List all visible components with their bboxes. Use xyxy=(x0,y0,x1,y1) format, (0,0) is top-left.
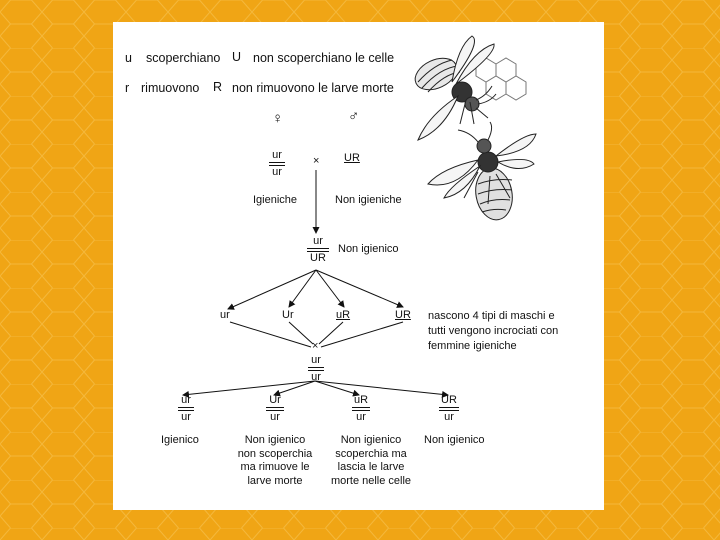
offspring-1-top: ur xyxy=(181,394,191,406)
legend-r-symbol: r xyxy=(125,81,130,95)
offspring-3-bottom: ur xyxy=(356,411,366,423)
f1-genotype-bottom: UR xyxy=(310,252,326,264)
offspring-4-top: UR xyxy=(441,394,457,406)
offspring-genotype-3 xyxy=(352,395,370,423)
female-genotype-top: ur xyxy=(272,149,282,161)
female-symbol: ♀ xyxy=(272,110,284,127)
male-symbol: ♂ xyxy=(348,108,360,125)
offspring-genotype-1 xyxy=(178,395,194,423)
offspring-3-line-4: morte nelle celle xyxy=(330,474,412,487)
backcross-top: ur xyxy=(311,354,321,366)
f1-genotype xyxy=(307,236,329,264)
male-genotype-2: Ur xyxy=(282,309,294,321)
male-genotype-3: uR xyxy=(336,309,351,321)
legend-U-symbol: U xyxy=(232,50,242,64)
backcross-female-genotype xyxy=(308,355,324,383)
legend-u-text: scoperchiano xyxy=(146,51,221,65)
note-line-2: tutti vengono incrociati con xyxy=(428,325,559,337)
offspring-genotype-2 xyxy=(266,395,284,423)
backcross-bottom: ur xyxy=(311,371,321,383)
offspring-3-line-1: Non igienico xyxy=(340,434,402,446)
offspring-3-top: uR xyxy=(353,394,369,406)
female-label: Igieniche xyxy=(253,194,298,206)
f1-genotype-top: ur xyxy=(313,235,323,247)
offspring-3-line-2: scoperchia ma xyxy=(335,447,407,460)
offspring-2-bottom: ur xyxy=(270,411,280,423)
note-line-1: nascono 4 tipi di maschi e xyxy=(428,310,555,322)
offspring-1-label: Igienico xyxy=(161,434,199,446)
offspring-2-line-2: non scoperchia xyxy=(237,447,313,460)
parents-cross-symbol: × xyxy=(313,155,320,167)
legend-R-text: non rimuovono le larve morte xyxy=(232,81,394,95)
male-genotype-1: ur xyxy=(220,309,230,321)
legend-r-text: rimuovono xyxy=(141,81,200,95)
offspring-4-bottom: ur xyxy=(444,411,454,423)
male-genotype: UR xyxy=(344,152,360,164)
f1-label: Non igienico xyxy=(338,243,399,255)
offspring-2-description xyxy=(215,434,335,488)
offspring-1-bottom: ur xyxy=(181,411,191,423)
offspring-2-line-4: larve morte xyxy=(247,474,303,487)
offspring-2-top: Ur xyxy=(269,394,281,406)
male-genotype-4: UR xyxy=(395,309,411,321)
offspring-2-line-3: ma rimuove le xyxy=(240,461,310,473)
offspring-genotype-4 xyxy=(439,395,459,423)
legend-u-symbol: u xyxy=(125,51,132,65)
legend-U-text: non scoperchiano le celle xyxy=(253,51,395,65)
offspring-4-label: Non igienico xyxy=(424,434,485,446)
offspring-2-line-1: Non igienico xyxy=(244,434,306,446)
offspring-3-line-3: lascia le larve xyxy=(337,461,405,473)
backcross-symbol: × xyxy=(312,340,319,352)
diagram-panel xyxy=(113,22,604,510)
legend-R-symbol: R xyxy=(213,80,223,94)
female-genotype-bottom: ur xyxy=(272,166,282,178)
offspring-3-description xyxy=(318,434,424,488)
male-label: Non igieniche xyxy=(335,194,402,206)
note-line-3: femmine igieniche xyxy=(428,340,517,352)
